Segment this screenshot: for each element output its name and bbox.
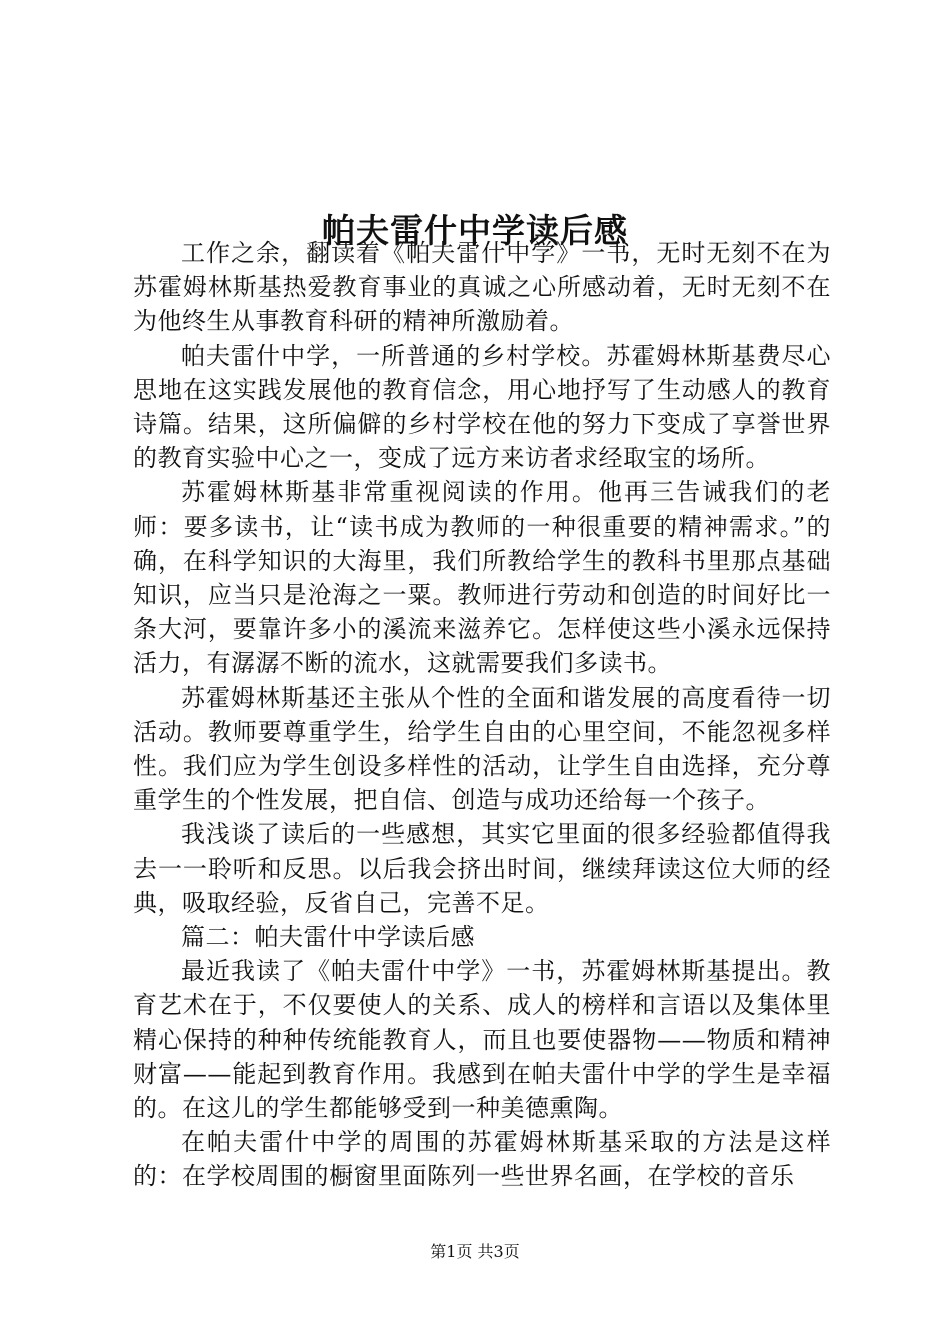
page-number-footer: 第1页 共3页 xyxy=(430,1242,520,1261)
paragraph-6: 最近我读了《帕夫雷什中学》一书，苏霍姆林斯基提出。教育艺术在于，不仅要使人的关系、成人的榜样和言语以及集体里精心保持的种种传统能教育人，而且也要使器物——物质和精神财富——能起到教育作用。我感到在帕夫雷什中学的学生是幸福的。在这儿的学生都能够受到一种美德熏陶。 xyxy=(133,957,831,1123)
paragraph-3: 苏霍姆林斯基非常重视阅读的作用。他再三告诫我们的老师：要多读书，让“读书成为教师的一种很重要的精神需求。”的确，在科学知识的大海里，我们所教给学生的教科书里那点基础知识，应当只是沧海之一粟。教师进行劳动和创造的时间好比一条大河，要靠许多小的溪流来滋养它。怎样使这些小溪永远保持活力，有潺潺不断的流水，这就需要我们多读书。 xyxy=(133,478,831,678)
paragraph-5: 我浅谈了读后的一些感想，其实它里面的很多经验都值得我去一一聆听和反思。以后我会挤出时间，继续拜读这位大师的经典，吸取经验，反省自己，完善不足。 xyxy=(133,820,831,917)
document-body xyxy=(133,236,831,1194)
section-heading: 篇二：帕夫雷什中学读后感 xyxy=(181,923,475,952)
paragraph-4: 苏霍姆林斯基还主张从个性的全面和谐发展的高度看待一切活动。教师要尊重学生，给学生自由的心里空间，不能忽视多样性。我们应为学生创设多样性的活动，让学生自由选择，充分尊重学生的个性发展，把自信、创造与成功还给每一个孩子。 xyxy=(133,683,831,815)
page-title: 帕夫雷什中学读后感 xyxy=(322,211,628,251)
paragraph-2: 帕夫雷什中学，一所普通的乡村学校。苏霍姆林斯基费尽心思地在这实践发展他的教育信念，用心地抒写了生动感人的教育诗篇。结果，这所偏僻的乡村学校在他的努力下变成了享誉世界的教育实验中心之一，变成了远方来访者求经取宝的场所。 xyxy=(133,341,831,473)
paragraph-7: 在帕夫雷什中学的周围的苏霍姆林斯基采取的方法是这样的：在学校周围的橱窗里面陈列一些世界名画，在学校的音乐 xyxy=(133,1128,831,1191)
paragraph-1: 工作之余，翻读着《帕夫雷什中学》一书，无时无刻不在为苏霍姆林斯基热爱教育事业的真诚之心所感动着，无时无刻不在为他终生从事教育科研的精神所激励着。 xyxy=(133,239,831,336)
